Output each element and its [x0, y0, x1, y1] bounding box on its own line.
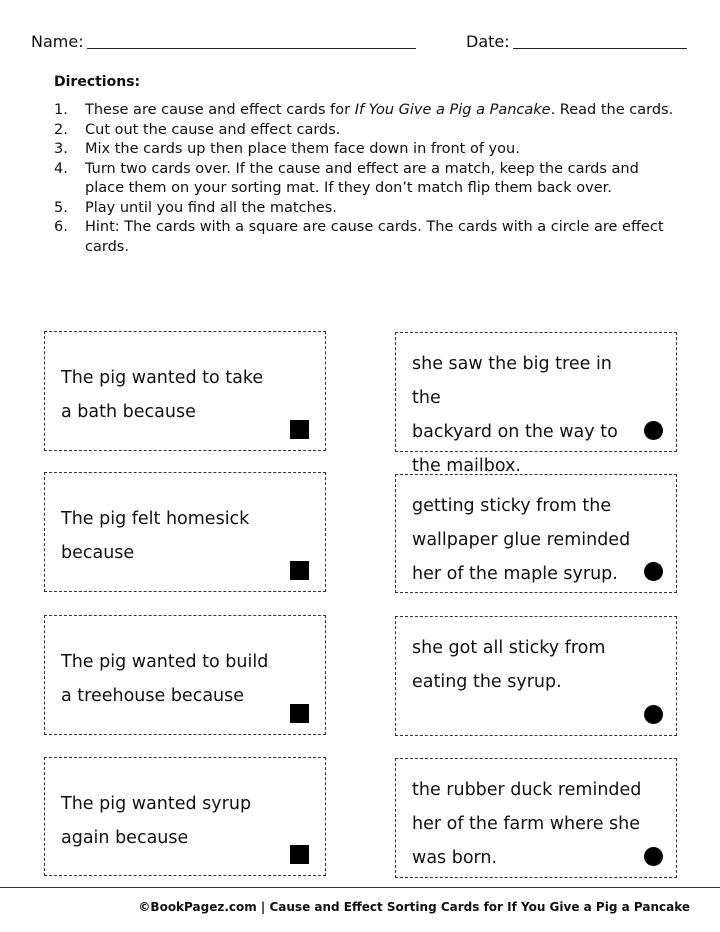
square-marker-icon: [290, 704, 309, 723]
effect-card[interactable]: [395, 474, 677, 593]
direction-text: . Read the cards.: [550, 102, 674, 118]
direction-item: [54, 218, 674, 257]
book-title: If You Give a Pig a Pancake: [354, 102, 551, 118]
cause-card[interactable]: [44, 331, 326, 451]
card-text-line: she got all sticky from: [412, 638, 606, 658]
direction-text: Turn two cards over. If the cause and effect are a match, keep the cards and place them on your sorting mat. If they don’t match flip them back over.: [85, 160, 639, 196]
cause-card[interactable]: [44, 757, 326, 876]
effect-card[interactable]: [395, 758, 677, 878]
card-text-line: eating the syrup.: [412, 672, 562, 692]
card-text-line: getting sticky from the: [412, 496, 612, 516]
direction-number: 1.: [54, 102, 68, 118]
footer-credit: ©BookPagez.com | Cause and Effect Sorting Cards for If You Give a Pig a Pancake: [138, 900, 690, 914]
direction-item: [54, 121, 674, 141]
date-line[interactable]: [513, 48, 687, 49]
card-text-line: her of the maple syrup.: [412, 564, 618, 584]
direction-text: Hint: The cards with a square are cause cards. The cards with a circle are effect cards.: [85, 219, 664, 255]
direction-number: 2.: [54, 121, 68, 138]
direction-number: 6.: [54, 219, 68, 235]
direction-number: 3.: [54, 141, 68, 157]
direction-text: These are cause and effect cards for: [85, 102, 355, 118]
card-text-line: the mailbox.: [412, 456, 521, 476]
card-text-line: The pig wanted syrup: [61, 794, 252, 814]
directions-title: Directions:: [54, 74, 141, 90]
direction-item: [54, 160, 674, 199]
name-line[interactable]: [87, 48, 416, 49]
circle-marker-icon: [644, 562, 663, 581]
card-text-line: The pig wanted to take: [61, 368, 264, 388]
cause-card[interactable]: [44, 615, 326, 735]
card-text-line: The pig wanted to build: [61, 652, 269, 672]
direction-text: Play until you find all the matches.: [85, 199, 337, 216]
effect-card[interactable]: [395, 332, 677, 476]
card-text-line: wallpaper glue reminded: [412, 530, 631, 550]
direction-item: [54, 101, 674, 121]
circle-marker-icon: [644, 847, 663, 866]
direction-text: Cut out the cause and effect cards.: [85, 121, 341, 138]
card-text-line: her of the farm where she: [412, 814, 640, 834]
card-text-line: because: [61, 543, 135, 563]
effect-card[interactable]: [395, 616, 677, 736]
card-text-line: was born.: [412, 848, 498, 868]
direction-item: [54, 199, 674, 219]
card-text-line: a treehouse because: [61, 686, 245, 706]
cause-card[interactable]: [44, 472, 326, 592]
name-label: Name:: [31, 32, 84, 51]
direction-text: Mix the cards up then place them face down in front of you.: [85, 141, 520, 157]
card-text-line: backyard on the way to: [412, 422, 618, 442]
footer-divider: [0, 887, 720, 888]
card-text-line: she saw the big tree in the: [412, 354, 612, 408]
square-marker-icon: [290, 420, 309, 439]
card-text-line: a bath because: [61, 402, 196, 422]
square-marker-icon: [290, 561, 309, 580]
square-marker-icon: [290, 845, 309, 864]
direction-number: 4.: [54, 160, 68, 177]
direction-item: [54, 140, 674, 160]
card-text-line: the rubber duck reminded: [412, 780, 642, 800]
card-text-line: The pig felt homesick: [61, 509, 250, 529]
date-field[interactable]: [466, 32, 687, 51]
date-label: Date:: [466, 32, 510, 51]
circle-marker-icon: [644, 705, 663, 724]
direction-number: 5.: [54, 199, 68, 216]
directions-list: [54, 101, 674, 257]
name-field[interactable]: [31, 32, 416, 51]
circle-marker-icon: [644, 421, 663, 440]
card-text-line: again because: [61, 828, 189, 848]
